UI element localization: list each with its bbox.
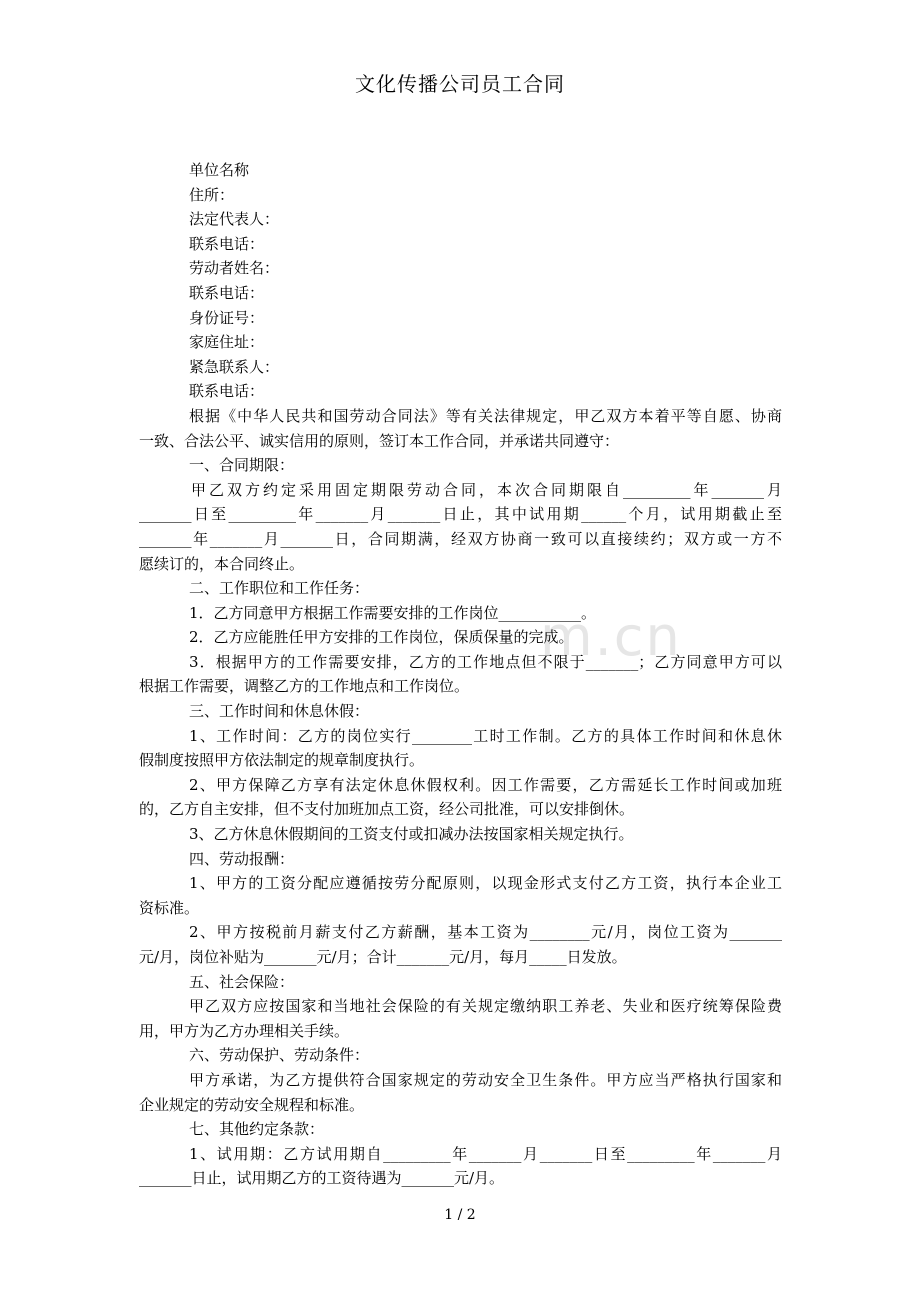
section-text: 的，乙方自主安排，但不支付加班加点工资，经公司批准，可以安排倒休。 <box>139 800 635 819</box>
section-text: 甲乙双方约定采用固定期限劳动合同，本次合同期限自_________年_______月 <box>191 480 782 499</box>
field-home-address: 家庭住址： <box>189 333 265 352</box>
field-company-name: 单位名称 <box>189 161 250 179</box>
document-body <box>139 158 782 1191</box>
section-heading: 二、工作职位和工作任务： <box>189 579 370 598</box>
section-text: 3．根据甲方的工作需要安排，乙方的工作地点但不限于_______；乙方同意甲方可以 <box>189 652 782 671</box>
section-text: 元/月，岗位补贴为_______元/月；合计_______元/月，每月_____日发放。 <box>139 948 627 966</box>
field-worker-phone: 联系电话： <box>189 283 265 302</box>
section-text: 1、试用期：乙方试用期自_________年_______月_______日至_________年_______月 <box>189 1144 782 1163</box>
section-text: 愿续订的，本合同终止。 <box>139 554 305 573</box>
section-text: 用，甲方为乙方办理相关手续。 <box>139 1021 350 1040</box>
field-worker-name: 劳动者姓名： <box>189 259 280 278</box>
intro-line: 根据《中华人民共和国劳动合同法》等有关法律规定，甲乙双方本着平等自愿、协商 <box>189 406 782 425</box>
section-text: 1、工作时间：乙方的岗位实行________工时工作制。乙方的具体工作时间和休息休 <box>189 726 782 745</box>
section-heading: 五、社会保险： <box>189 972 295 991</box>
section-text: 甲乙双方应按国家和当地社会保险的有关规定缴纳职工养老、失业和医疗统筹保险费 <box>189 997 782 1016</box>
section-text: 2、甲方保障乙方享有法定休息休假权利。因工作需要，乙方需延长工作时间或加班 <box>189 775 782 794</box>
section-text: 1．乙方同意甲方根据工作需要安排的工作岗位___________。 <box>189 603 597 622</box>
field-phone: 联系电话： <box>189 234 265 253</box>
section-heading: 四、劳动报酬： <box>189 849 295 868</box>
section-heading: 三、工作时间和休息休假： <box>189 702 370 721</box>
section-text: 根据工作需要，调整乙方的工作地点和工作岗位。 <box>139 677 470 696</box>
section-heading: 六、劳动保护、劳动条件： <box>189 1046 370 1065</box>
field-emergency-contact: 紧急联系人： <box>189 357 280 376</box>
intro-line: 一致、合法公平、诚实信用的原则，签订本工作合同，并承诺共同遵守： <box>139 431 620 450</box>
section-heading: 七、其他约定条款： <box>189 1120 325 1139</box>
field-address: 住所： <box>189 185 235 204</box>
section-text: _______日至_________年_______月_______日止，其中试用期______个月，试用期截止至 <box>139 505 782 524</box>
field-emergency-phone: 联系电话： <box>189 382 265 401</box>
section-text: 1、甲方的工资分配应遵循按劳分配原则，以现金形式支付乙方工资，执行本企业工 <box>189 874 782 893</box>
section-text: 企业规定的劳动安全规程和标准。 <box>139 1095 365 1114</box>
section-heading: 一、合同期限： <box>189 456 295 475</box>
section-text: 3、乙方休息休假期间的工资支付或扣减办法按国家相关规定执行。 <box>189 825 634 844</box>
section-text: _______年_______月_______日，合同期满，经双方协商一致可以直接续约；双方或一方不 <box>139 529 782 548</box>
field-id-number: 身份证号： <box>189 308 265 327</box>
document-title: 文化传播公司员工合同 <box>355 72 565 96</box>
section-text: 资标准。 <box>139 898 200 917</box>
section-text: 甲方承诺，为乙方提供符合国家规定的劳动安全卫生条件。甲方应当严格执行国家和 <box>189 1070 782 1089</box>
section-text: 2．乙方应能胜任甲方安排的工作岗位，保质保量的完成。 <box>189 628 574 647</box>
page-number: 1 / 2 <box>444 1207 476 1223</box>
section-text: 2、甲方按税前月薪支付乙方薪酬，基本工资为________元/月，岗位工资为_______ <box>189 923 782 942</box>
field-legal-rep: 法定代表人： <box>189 210 280 229</box>
section-text: _______日止，试用期乙方的工资待遇为_______元/月。 <box>139 1169 505 1188</box>
watermark: m.cn <box>540 605 682 668</box>
section-text: 假制度按照甲方依法制定的规章制度执行。 <box>139 751 425 770</box>
